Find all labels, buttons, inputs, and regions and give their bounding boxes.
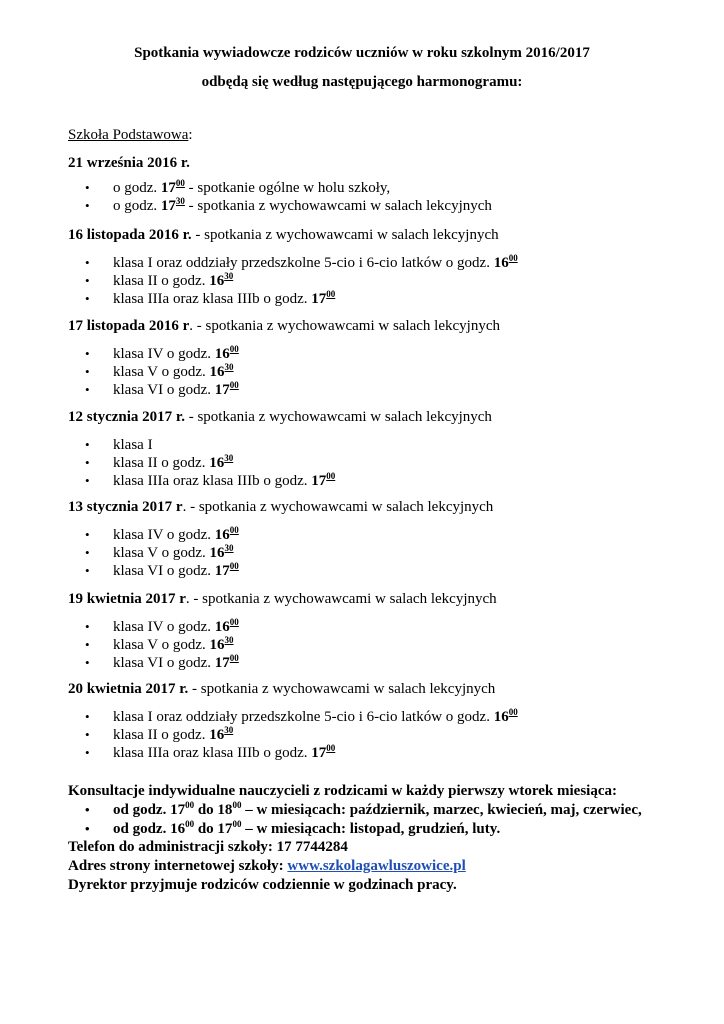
- document-title-line1: Spotkania wywiadowcze rodziców uczniów w roku szkolnym 2016/2017: [134, 45, 590, 61]
- meeting-minutes: 00: [229, 380, 239, 390]
- meeting-description: - spotkania z wychowawcami w salach lekcyjnych: [191, 227, 499, 243]
- meeting-item: [85, 272, 233, 290]
- meeting-item-text: klasa IV o godz.: [113, 346, 215, 362]
- bullet-icon: •: [85, 291, 90, 306]
- bullet-icon: •: [85, 821, 90, 836]
- meeting-item: [85, 708, 518, 726]
- meeting-minutes: 00: [326, 289, 336, 299]
- phone-line: Telefon do administracji szkoły: 17 7744284: [68, 839, 348, 855]
- meeting-item: [85, 179, 390, 197]
- meeting-description: - spotkania z wychowawcami w salach lekcyjnych: [188, 681, 496, 697]
- consultation-item: • od godz. $16^{00}$ do $17^{00}$ – w miesiącach: listopad, grudzień, luty.: [85, 819, 501, 837]
- meeting-item: [85, 381, 239, 399]
- meeting-date-heading: [68, 590, 497, 608]
- bullet-icon: •: [85, 655, 90, 670]
- meeting-hour: 16: [214, 346, 230, 362]
- consultations-heading: Konsultacje indywidualne nauczycieli z rodzicami w każdy pierwszy wtorek miesiąca:: [68, 783, 617, 799]
- meeting-item: [85, 654, 239, 672]
- meeting-minutes: 00: [508, 707, 518, 717]
- meeting-item-text: klasa IIIa oraz klasa IIIb o godz.: [113, 745, 312, 761]
- meeting-description: . - spotkania z wychowawcami w salach lekcyjnych: [185, 591, 497, 607]
- meeting-item-text: klasa II o godz.: [113, 273, 210, 289]
- meeting-item-text: klasa II o godz.: [113, 455, 210, 471]
- meeting-item: [85, 472, 335, 490]
- meeting-item: [85, 562, 239, 580]
- meeting-item-text: klasa V o godz.: [113, 545, 210, 561]
- meeting-item-note: - spotkania z wychowawcami w salach lekcyjnych: [184, 198, 492, 214]
- meeting-minutes: 30: [224, 725, 234, 735]
- meeting-minutes: 30: [224, 271, 234, 281]
- bullet-icon: •: [85, 745, 90, 760]
- meeting-item: [85, 290, 335, 308]
- meeting-hour: 16: [209, 273, 225, 289]
- meeting-item: [85, 345, 239, 363]
- meeting-date-heading: [68, 226, 499, 244]
- meeting-hour: 17: [311, 291, 327, 307]
- bullet-icon: •: [85, 802, 90, 817]
- meeting-minutes: 00: [229, 653, 239, 663]
- bullet-icon: •: [85, 273, 90, 288]
- bullet-icon: •: [85, 455, 90, 470]
- meeting-minutes: 00: [229, 525, 239, 535]
- school-heading-colon: :: [188, 127, 193, 143]
- bullet-icon: •: [85, 473, 90, 488]
- meeting-date: 12 stycznia 2017 r.: [68, 409, 185, 425]
- bullet-icon: •: [85, 619, 90, 634]
- meeting-minutes: 00: [229, 617, 239, 627]
- meeting-hour: 16: [209, 455, 225, 471]
- bullet-icon: •: [85, 727, 90, 742]
- meeting-minutes: 00: [175, 178, 185, 188]
- meeting-description: - spotkania z wychowawcami w salach lekcyjnych: [184, 409, 492, 425]
- school-heading-row: [68, 126, 193, 144]
- meeting-minutes: 00: [326, 743, 336, 753]
- meeting-item-text: o godz.: [113, 180, 161, 196]
- meeting-minutes: 30: [224, 362, 234, 372]
- meeting-hour: 17: [214, 382, 230, 398]
- meeting-item: [85, 436, 153, 454]
- bullet-icon: •: [85, 346, 90, 361]
- meeting-hour: 17: [160, 180, 176, 196]
- meeting-minutes: 30: [224, 543, 234, 553]
- document-title-line2: odbędą się według następującego harmonogramu:: [201, 74, 523, 90]
- consultation-item: • od godz. $17^{00}$ do $18^{00}$ – w miesiącach: październik, marzec, kwiecień, maj, czerwiec,: [85, 800, 642, 818]
- meeting-hour: 16: [209, 727, 225, 743]
- meeting-minutes: 00: [508, 253, 518, 263]
- meeting-hour: 16: [209, 637, 225, 653]
- meeting-item-note: - spotkanie ogólne w holu szkoły,: [184, 180, 391, 196]
- school-heading: Szkoła Podstawowa: [68, 127, 189, 143]
- meeting-hour: 17: [214, 563, 230, 579]
- bullet-icon: •: [85, 180, 90, 195]
- bullet-icon: •: [85, 527, 90, 542]
- director-line: Dyrektor przyjmuje rodziców codziennie w godzinach pracy.: [68, 877, 457, 893]
- bullet-icon: •: [85, 255, 90, 270]
- meeting-hour: 16: [214, 619, 230, 635]
- meeting-minutes: 30: [175, 196, 185, 206]
- meeting-hour: 16: [209, 364, 225, 380]
- meeting-item: [85, 636, 234, 654]
- meeting-item: [85, 618, 239, 636]
- bullet-icon: •: [85, 437, 90, 452]
- meeting-item: [85, 744, 335, 762]
- website-label: Adres strony internetowej szkoły:: [68, 858, 288, 874]
- meeting-hour: 16: [209, 545, 225, 561]
- meeting-date: 20 kwietnia 2017 r.: [68, 681, 189, 697]
- meeting-hour: 17: [311, 745, 327, 761]
- meeting-item-text: klasa VI o godz.: [113, 655, 215, 671]
- bullet-icon: •: [85, 382, 90, 397]
- meeting-item-text: klasa I oraz oddziały przedszkolne 5-cio i 6-cio latków o godz.: [113, 709, 494, 725]
- meeting-date: 17 listopada 2016 r: [68, 318, 190, 334]
- meeting-item-text: klasa I: [113, 437, 153, 453]
- meeting-description: . - spotkania z wychowawcami w salach lekcyjnych: [189, 318, 500, 334]
- meeting-minutes: 30: [224, 453, 234, 463]
- meeting-hour: 17: [160, 198, 176, 214]
- meeting-item: [85, 197, 492, 215]
- meeting-minutes: 00: [326, 471, 336, 481]
- meeting-date-heading: [68, 680, 495, 698]
- meeting-item-text: klasa VI o godz.: [113, 563, 215, 579]
- bullet-icon: •: [85, 545, 90, 560]
- meeting-item-text: klasa V o godz.: [113, 637, 210, 653]
- website-link[interactable]: www.szkolagawluszowice.pl: [287, 858, 466, 874]
- meeting-item: [85, 544, 234, 562]
- meeting-hour: 17: [214, 655, 230, 671]
- meeting-description: . - spotkania z wychowawcami w salach lekcyjnych: [182, 499, 494, 515]
- meeting-item: [85, 726, 233, 744]
- meeting-date-heading: [68, 498, 493, 516]
- meeting-hour: 16: [493, 255, 509, 271]
- meeting-minutes: 00: [229, 561, 239, 571]
- bullet-icon: •: [85, 709, 90, 724]
- bullet-icon: •: [85, 198, 90, 213]
- meeting-item: [85, 526, 239, 544]
- meeting-date: 21 września 2016 r.: [68, 155, 190, 171]
- meeting-item-text: klasa I oraz oddziały przedszkolne 5-cio i 6-cio latków o godz.: [113, 255, 494, 271]
- meeting-hour: 16: [493, 709, 509, 725]
- meeting-item-text: klasa IV o godz.: [113, 619, 215, 635]
- meeting-hour: 17: [311, 473, 327, 489]
- meeting-hour: 16: [214, 527, 230, 543]
- meeting-item-text: klasa IV o godz.: [113, 527, 215, 543]
- bullet-icon: •: [85, 637, 90, 652]
- meeting-item: [85, 254, 518, 272]
- meeting-minutes: 00: [229, 344, 239, 354]
- website-line: [68, 857, 466, 875]
- meeting-date-heading: [68, 408, 492, 426]
- meeting-item-text: klasa IIIa oraz klasa IIIb o godz.: [113, 291, 312, 307]
- bullet-icon: •: [85, 563, 90, 578]
- meeting-item-text: o godz.: [113, 198, 161, 214]
- meeting-date-heading: [68, 317, 500, 335]
- meeting-date: 16 listopada 2016 r.: [68, 227, 192, 243]
- meeting-item-text: klasa V o godz.: [113, 364, 210, 380]
- meeting-date: 13 stycznia 2017 r: [68, 499, 183, 515]
- meeting-item-text: klasa IIIa oraz klasa IIIb o godz.: [113, 473, 312, 489]
- meeting-date-heading: [68, 154, 190, 172]
- meeting-item: [85, 363, 234, 381]
- meeting-item-text: klasa II o godz.: [113, 727, 210, 743]
- meeting-date: 19 kwietnia 2017 r: [68, 591, 186, 607]
- meeting-item: [85, 454, 233, 472]
- meeting-item-text: klasa VI o godz.: [113, 382, 215, 398]
- meeting-minutes: 30: [224, 635, 234, 645]
- bullet-icon: •: [85, 364, 90, 379]
